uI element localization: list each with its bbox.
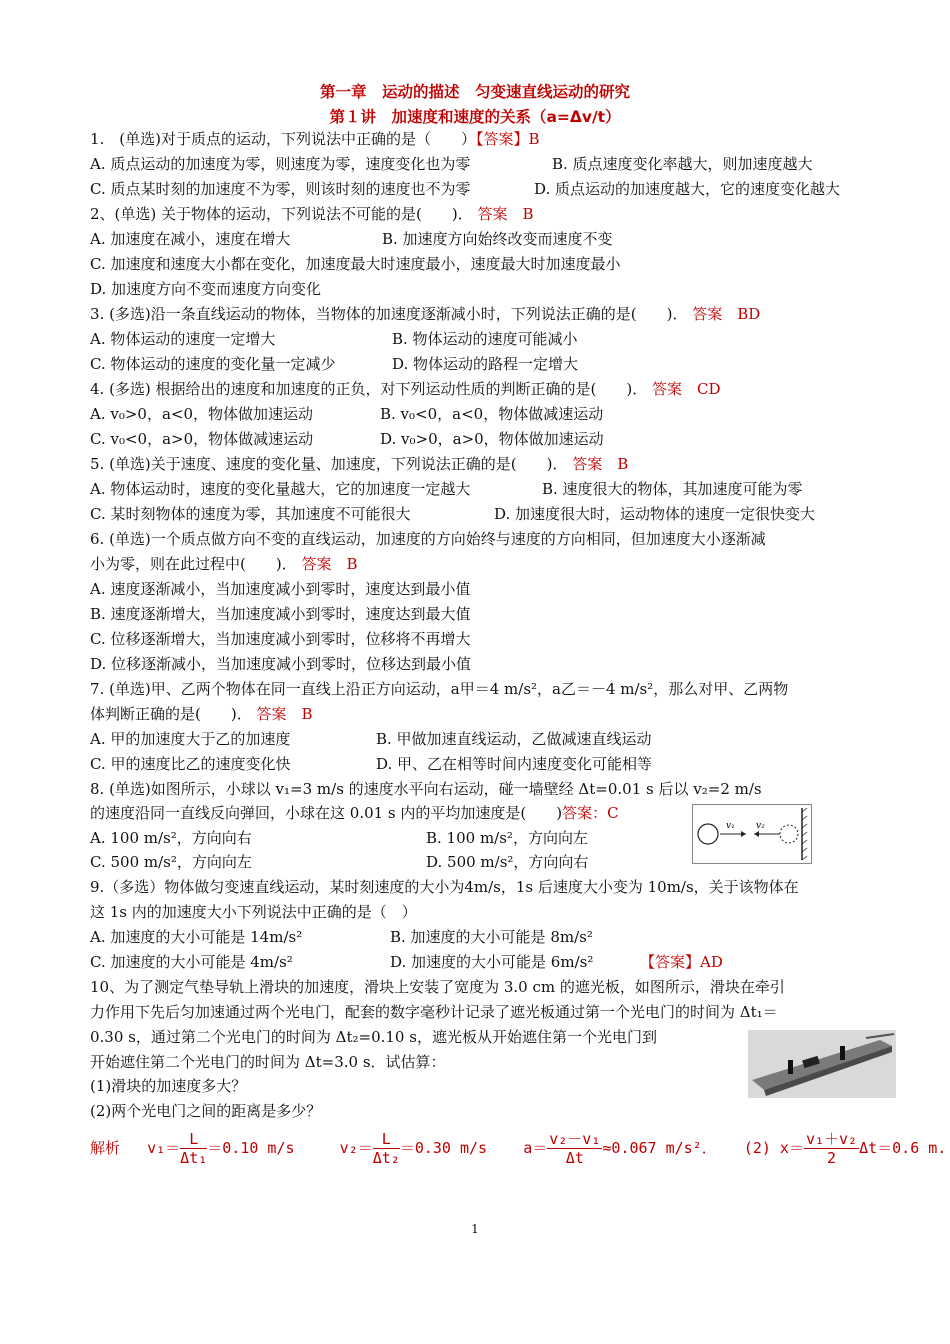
q10-part2: (2)两个光电门之间的距离是多少？	[90, 1102, 322, 1120]
ball-wall-diagram	[692, 804, 812, 864]
q7-option-d: D. 甲、乙在相等时间内速度变化可能相等	[376, 755, 653, 773]
q4-option-d: D. v₀>0，a>0，物体做加速运动	[380, 430, 604, 448]
q10-line3: 0.30 s，通过第二个光电门的时间为 Δt₂=0.10 s，遮光板从开始遮住第一个光电门到	[90, 1028, 657, 1046]
q3-option-a: A. 物体运动的速度一定增大	[90, 330, 276, 348]
q4-option-c: C. v₀<0，a>0，物体做减速运动	[90, 430, 314, 448]
q2-option-b: B. 加速度方向始终改变而速度不变	[382, 230, 613, 248]
q9-stem-line2: 这 1s 内的加速度大小下列说法中正确的是（ ）	[90, 903, 417, 921]
q8-option-c: C. 500 m/s²，方向向左	[90, 853, 252, 871]
q4-option-b: B. v₀<0，a<0，物体做减速运动	[380, 405, 604, 423]
q10-part1: (1)滑块的加速度多大？	[90, 1077, 247, 1095]
q8-stem-line2: 的速度沿同一直线反向弹回，小球在这 0.01 s 内的平均加速度是( )答案：C	[90, 804, 619, 822]
solution-line: 解析 v₁＝ $\frac{L}{\text{Δt₁}}$ ＝0.10 m/s v₂＝ $\frac{L}{\text{Δt₂}}$ ＝0.30 m/s a＝ $\frac{\text{v₂－v₁}}{\Delta t}$ ≈0.067 m/s²． (2) x＝ $\frac{\text{v₁＋v₂}}{2}$ Δt＝0.6 m.	[90, 1130, 947, 1167]
q5-stem: 5. (单选)关于速度、速度的变化量、加速度，下列说法正确的是( )． 答案 B	[90, 455, 629, 473]
q8-figure	[692, 804, 812, 868]
q6-option-b: B. 速度逐渐增大，当加速度减小到零时，速度达到最大值	[90, 605, 471, 623]
q5-option-c: C. 某时刻物体的速度为零，其加速度不可能很大	[90, 505, 411, 523]
q9-stem-line1: 9.（多选）物体做匀变速直线运动，某时刻速度的大小为4m/s，1s 后速度大小变为 10m/s，关于该物体在	[90, 878, 799, 896]
q7-stem-line2: 体判断正确的是( )． 答案 B	[90, 705, 313, 723]
q1-option-c: C. 质点某时刻的加速度不为零，则该时刻的速度也不为零	[90, 180, 471, 198]
svg-text:v₁: v₁	[726, 821, 735, 831]
q7-option-a: A. 甲的加速度大于乙的加速度	[90, 730, 291, 748]
q9-answer: 【答案】AD	[640, 953, 723, 971]
q10-line4: 开始遮住第二个光电门的时间为 Δt=3.0 s．试估算：	[90, 1053, 446, 1071]
q8-stem-line1: 8. (单选)如图所示，小球以 v₁=3 m/s 的速度水平向右运动，碰一墙壁经 Δt=0.01 s 后以 v₂=2 m/s	[90, 780, 762, 798]
q3-stem: 3. (多选)沿一条直线运动的物体，当物体的加速度逐渐减小时，下列说法正确的是( )． 答案 BD	[90, 305, 761, 323]
q2-stem: 2、(单选) 关于物体的运动，下列说法不可能的是( )． 答案 B	[90, 205, 534, 223]
air-track-photo	[748, 1030, 896, 1102]
chapter-title: 第一章 运动的描述 匀变速直线运动的研究	[319, 83, 630, 101]
air-track-icon	[748, 1030, 896, 1098]
q7-stem-line1: 7. (单选)甲、乙两个物体在同一直线上沿正方向运动，a甲＝4 m/s²，a乙＝－4 m/s²，那么对甲、乙两物	[90, 680, 789, 698]
q6-option-c: C. 位移逐渐增大，当加速度减小到零时，位移将不再增大	[90, 630, 471, 648]
q1-option-b: B. 质点速度变化率越大，则加速度越大	[552, 155, 813, 173]
svg-text:v₂: v₂	[756, 821, 765, 831]
q3-option-c: C. 物体运动的速度的变化量一定减少	[90, 355, 336, 373]
q9-option-c: C. 加速度的大小可能是 4m/s²	[90, 953, 293, 971]
q3-option-d: D. 物体运动的路程一定增大	[392, 355, 579, 373]
lesson-title: 第１讲 加速度和速度的关系（a=Δv/t）	[329, 108, 621, 126]
q8-option-a: A. 100 m/s²，方向向右	[90, 829, 252, 847]
page-number: 1	[471, 1222, 479, 1236]
q8-option-d: D. 500 m/s²，方向向右	[426, 853, 589, 871]
q6-stem-line1: 6. (单选)一个质点做方向不变的直线运动，加速度的方向始终与速度的方向相同，但加速度大小逐渐减	[90, 530, 766, 548]
v1-fraction: $\frac{L}{\text{Δt₁}}$	[180, 1130, 208, 1167]
a-fraction: $\frac{\text{v₂－v₁}}{\Delta t}$	[549, 1130, 601, 1167]
q10-line1: 10、为了测定气垫导轨上滑块的加速度，滑块上安装了宽度为 3.0 cm 的遮光板，如图所示，滑块在牵引	[90, 978, 785, 996]
q7-option-c: C. 甲的速度比乙的速度变化快	[90, 755, 291, 773]
solution-label: 解析	[90, 1139, 121, 1157]
q7-option-b: B. 甲做加速直线运动，乙做减速直线运动	[376, 730, 652, 748]
q2-option-a: A. 加速度在减小，速度在增大	[90, 230, 291, 248]
q1-option-d: D. 质点运动的加速度越大，它的速度变化越大	[534, 180, 841, 198]
v2-fraction: $\frac{L}{\text{Δt₂}}$	[372, 1130, 400, 1167]
q1-stem: 1. (单选)对于质点的运动，下列说法中正确的是（ ）【答案】B	[90, 130, 540, 148]
q6-option-d: D. 位移逐渐减小，当加速度减小到零时，位移达到最小值	[90, 655, 472, 673]
q9-option-d: D. 加速度的大小可能是 6m/s²	[390, 953, 594, 971]
q6-stem-line2: 小为零，则在此过程中( )． 答案 B	[90, 555, 358, 573]
q5-option-a: A. 物体运动时，速度的变化量越大，它的加速度一定越大	[90, 480, 471, 498]
q6-option-a: A. 速度逐渐减小，当加速度减小到零时，速度达到最小值	[90, 580, 471, 598]
q10-line2: 力作用下先后匀加速通过两个光电门，配套的数字毫秒计记录了遮光板通过第一个光电门的时间为 Δt₁＝	[90, 1003, 778, 1021]
q4-stem: 4. (多选) 根据给出的速度和加速度的正负，对下列运动性质的判断正确的是( )． 答案 CD	[90, 380, 721, 398]
q9-option-b: B. 加速度的大小可能是 8m/s²	[390, 928, 593, 946]
x-fraction: $\frac{\text{v₁＋v₂}}{2}$	[805, 1130, 858, 1167]
q8-option-b: B. 100 m/s²，方向向左	[426, 829, 588, 847]
q9-option-a: A. 加速度的大小可能是 14m/s²	[90, 928, 303, 946]
q5-option-d: D. 加速度很大时，运动物体的速度一定很快变大	[494, 505, 816, 523]
q5-option-b: B. 速度很大的物体，其加速度可能为零	[542, 480, 803, 498]
q1-option-a: A. 质点运动的加速度为零，则速度为零，速度变化也为零	[90, 155, 471, 173]
q3-option-b: B. 物体运动的速度可能减小	[392, 330, 578, 348]
q2-option-d: D. 加速度方向不变而速度方向变化	[90, 280, 322, 298]
q2-option-c: C. 加速度和速度大小都在变化，加速度最大时速度最小，速度最大时加速度最小	[90, 255, 621, 273]
q4-option-a: A. v₀>0，a<0，物体做加速运动	[90, 405, 314, 423]
